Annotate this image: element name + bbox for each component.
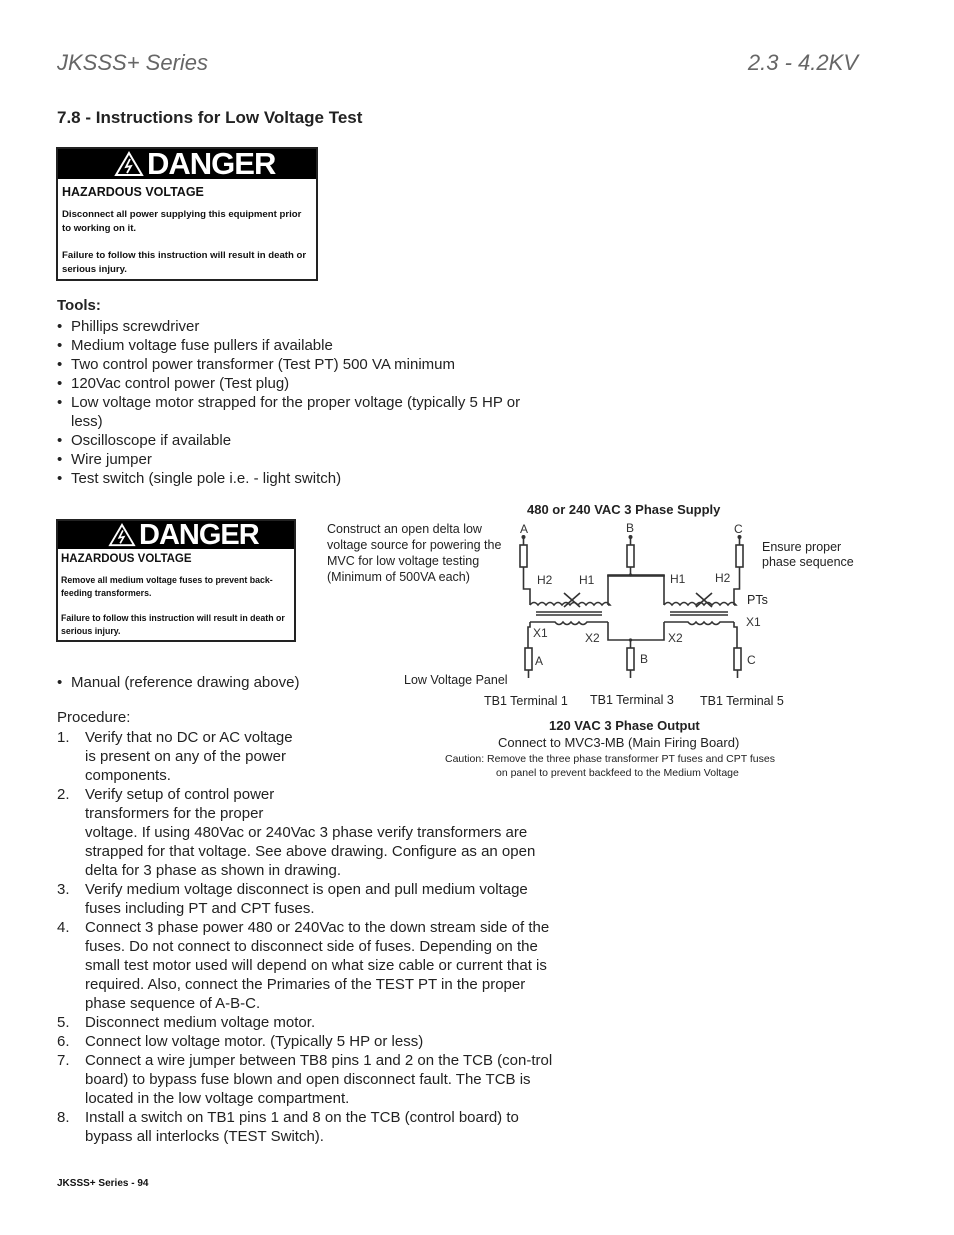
danger-label: DANGER [139, 518, 259, 551]
danger-banner [58, 518, 294, 551]
output-subtitle: Connect to MVC3-MB (Main Firing Board) [498, 735, 740, 750]
danger-box-secondary [56, 519, 296, 642]
procedure-step [57, 785, 557, 880]
x1-left: X1 [533, 626, 548, 640]
header-series: JKSSS+ Series [57, 50, 209, 75]
phase-a-bottom: A [535, 654, 544, 668]
step-text: voltage. If using 480Vac or 240Vac 3 phase verify transformers are strapped for that voltage. See above drawing. Configure as an open delta for 3 phase as shown in drawing. [85, 824, 536, 879]
danger-text-1: Remove all medium voltage fuses to prevent back-feeding transformers. [61, 575, 273, 598]
fuse-icon [627, 648, 634, 670]
phase-c-top: C [734, 522, 743, 536]
manual-list [57, 673, 337, 692]
fuse-icon [520, 545, 527, 567]
danger-label: DANGER [147, 146, 276, 181]
fuse-icon [736, 545, 743, 567]
step-number: 4. [57, 919, 70, 936]
h1-right: H1 [670, 572, 686, 586]
caution-line-1: Caution: Remove the three phase transformer PT fuses and CPT fuses [445, 753, 775, 765]
list-item: • Two control power transformer (Test PT) 500 VA minimum [57, 355, 552, 374]
x2-right: X2 [668, 631, 683, 645]
construct-note: Construct an open delta low voltage source for powering the MVC for low voltage testing (Minimum of 500VA each) [327, 522, 502, 584]
h2-right: H2 [715, 571, 731, 585]
danger-text-2: Failure to follow this instruction will result in death or serious injury. [61, 613, 285, 636]
list-item: • Medium voltage fuse pullers if available [57, 336, 552, 355]
open-delta-wiring-diagram [500, 515, 780, 690]
x1-right: X1 [746, 615, 761, 629]
h2-left: H2 [537, 573, 553, 587]
list-item: • Test switch (single pole i.e. - light switch) [57, 469, 552, 488]
pts-label: PTs [747, 593, 768, 607]
fuse-icon [525, 648, 532, 670]
tb1-terminal-5: TB1 Terminal 5 [700, 694, 784, 708]
danger-heading: HAZARDOUS VOLTAGE [61, 553, 192, 565]
procedure-step [57, 880, 557, 918]
list-item: • Low voltage motor strapped for the proper voltage (typically 5 HP or less) [57, 393, 552, 431]
procedure-step [57, 918, 557, 1013]
list-item: • Wire jumper [57, 450, 552, 469]
list-item: • Oscilloscope if available [57, 431, 552, 450]
step-text: Verify that no DC or AC voltage is present on any of the power components. [85, 729, 293, 784]
step-text: Connect a wire jumper between TB8 pins 1 and 2 on the TCB (con-trol board) to bypass fuse blown and open disconnect fault. The TCB is located in the low voltage compartment. [85, 1052, 553, 1107]
step-number: 2. [57, 786, 70, 803]
tb1-terminal-3: TB1 Terminal 3 [590, 693, 674, 707]
step-number: 6. [57, 1033, 70, 1050]
procedure-list [57, 728, 557, 1146]
warning-triangle-icon [108, 523, 136, 547]
phase-b-top: B [626, 521, 635, 535]
supply-title: 480 or 240 VAC 3 Phase Supply [527, 502, 721, 517]
danger-box-primary [56, 147, 318, 281]
phase-a-top: A [520, 522, 529, 536]
step-number: 7. [57, 1052, 70, 1069]
tb1-terminal-1: TB1 Terminal 1 [484, 694, 568, 708]
lv-panel-label: Low Voltage Panel [404, 673, 508, 687]
page-footer: JKSSS+ Series - 94 [57, 1178, 149, 1189]
fuse-icon [627, 545, 634, 567]
caution-line-2: on panel to prevent backfeed to the Medium Voltage [496, 767, 739, 779]
procedure-step [57, 1013, 557, 1032]
warning-triangle-icon [114, 151, 144, 177]
section-title: 7.8 - Instructions for Low Voltage Test [57, 108, 363, 127]
danger-text-2: Failure to follow this instruction will result in death or serious injury. [62, 250, 307, 275]
procedure-step [57, 1032, 557, 1051]
header-voltage: 2.3 - 4.2KV [747, 50, 858, 75]
x2-left: X2 [585, 631, 600, 645]
phase-b-bottom: B [640, 652, 649, 666]
step-number: 1. [57, 729, 70, 746]
step-number: 8. [57, 1109, 70, 1126]
list-item: • Manual (reference drawing above) [57, 673, 337, 692]
danger-banner [58, 146, 316, 181]
tools-list [57, 317, 552, 488]
output-title: 120 VAC 3 Phase Output [549, 718, 700, 733]
list-item: • Phillips screwdriver [57, 317, 552, 336]
step-text: Connect 3 phase power 480 or 240Vac to the down stream side of the fuses. Do not connect to disconnect side of fuses. Depending on the small test motor used will depend on what size cable or current that is required. Also, connect the Primaries of the TEST PT in the proper phase sequence of A-B-C. [85, 919, 550, 1012]
procedure-step [57, 1108, 557, 1146]
step-text: Install a switch on TB1 pins 1 and 8 on the TCB (control board) to bypass all interlocks (TEST Switch). [85, 1109, 519, 1145]
step-text: Verify medium voltage disconnect is open and pull medium voltage fuses including PT and CPT fuses. [85, 881, 528, 917]
fuse-icon [734, 648, 741, 670]
procedure-step [57, 728, 305, 785]
step-text: Disconnect medium voltage motor. [85, 1014, 316, 1031]
phase-c-bottom: C [747, 653, 756, 667]
danger-text-1: Disconnect all power supplying this equipment prior to working on it. [62, 209, 302, 234]
danger-heading: HAZARDOUS VOLTAGE [62, 185, 204, 199]
procedure-title: Procedure: [57, 709, 131, 726]
step-number: 5. [57, 1014, 70, 1031]
tools-title: Tools: [57, 297, 101, 314]
list-item: • 120Vac control power (Test plug) [57, 374, 552, 393]
h1-left: H1 [579, 573, 595, 587]
step-number: 3. [57, 881, 70, 898]
procedure-step [57, 1051, 557, 1108]
step-text: Connect low voltage motor. (Typically 5 HP or less) [85, 1033, 424, 1050]
step-text: Verify setup of control power transformers for the proper [85, 786, 275, 822]
ensure-note: Ensure proper phase sequence [762, 540, 854, 569]
